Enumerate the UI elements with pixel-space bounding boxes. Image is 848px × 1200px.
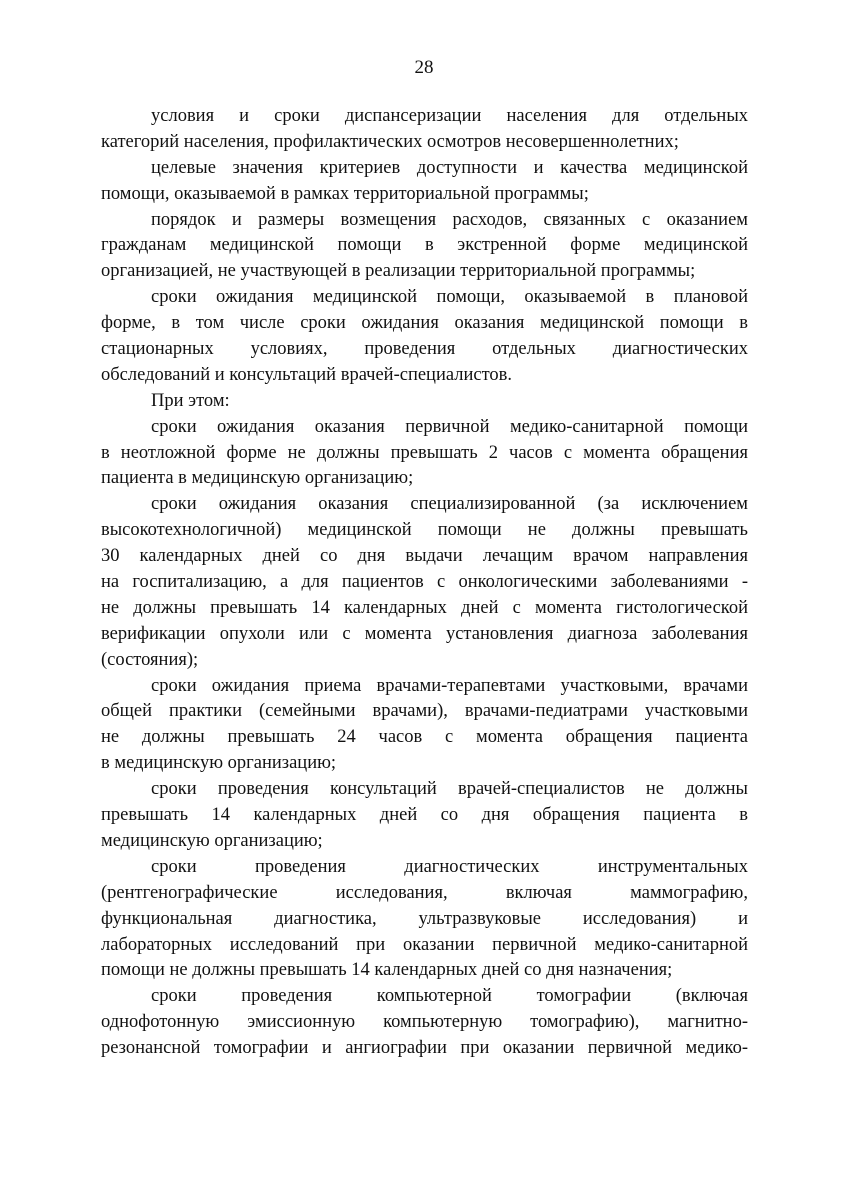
paragraph-specialist-consultations (101, 777, 748, 855)
text-line: пациента в медицинскую организацию; (101, 468, 414, 489)
text-line: 30 календарных дней со дня выдачи лечащим врачом направления (101, 546, 748, 567)
text-line: помощи, оказываемой в рамках территориальной программы; (101, 183, 589, 204)
paragraph-tomography (101, 984, 748, 1062)
paragraph-instrumental-diagnostics (101, 855, 748, 984)
text-line: обследований и консультаций врачей-специалистов. (101, 364, 513, 385)
text-line: сроки проведения компьютерной томографии (включая (151, 986, 748, 1007)
text-line: сроки ожидания оказания специализированной (за исключением (151, 494, 748, 515)
text-line: медицинскую организацию; (101, 830, 323, 851)
paragraph-specialized-care (101, 492, 748, 673)
paragraph-intro (101, 389, 748, 415)
text-line: лабораторных исследований при оказании первичной медико-санитарной (101, 934, 748, 955)
text-line: порядок и размеры возмещения расходов, связанных с оказанием (151, 209, 748, 230)
text-line: организацией, не участвующей в реализации территориальной программы; (101, 261, 696, 282)
page-number: 28 (414, 57, 434, 78)
text-line: высокотехнологичной) медицинской помощи не должны превышать (101, 520, 748, 541)
text-line: превышать 14 календарных дней со дня обращения пациента в (101, 805, 748, 826)
text-line: на госпитализацию, а для пациентов с онкологическими заболеваниями - (101, 572, 748, 593)
text-line: сроки проведения диагностических инструментальных (151, 856, 748, 877)
text-line: не должны превышать 14 календарных дней с момента гистологической (101, 597, 748, 618)
text-line: стационарных условиях, проведения отдельных диагностических (101, 339, 748, 360)
text-line: в неотложной форме не должны превышать 2 часов с момента обращения (101, 442, 748, 463)
text-line: сроки проведения консультаций врачей-специалистов не должны (151, 779, 748, 800)
paragraph-reimbursement (101, 208, 748, 286)
text-line: верификации опухоли или с момента установления диагноза заболевания (101, 623, 748, 644)
text-line: функциональная диагностика, ультразвуковые исследования) и (101, 908, 748, 929)
text-line: в медицинскую организацию; (101, 753, 337, 774)
text-line: однофотонную эмиссионную компьютерную томографию), магнитно- (101, 1012, 748, 1033)
text-line: общей практики (семейными врачами), врачами-педиатрами участковыми (101, 701, 748, 722)
text-line: резонансной томографии и ангиографии при оказании первичной медико- (101, 1038, 748, 1059)
text-line: (рентгенографические исследования, включая маммографию, (101, 882, 748, 903)
text-line: сроки ожидания оказания первичной медико-санитарной помощи (151, 416, 748, 437)
text-line: целевые значения критериев доступности и качества медицинской (151, 157, 748, 178)
text-line: форме, в том числе сроки ожидания оказания медицинской помощи в (101, 313, 748, 334)
text-line: (состояния); (101, 649, 199, 670)
text-line: сроки ожидания приема врачами-терапевтами участковыми, врачами (151, 675, 748, 696)
paragraph-urgent-care (101, 415, 748, 493)
paragraph-dispanserization (101, 104, 748, 156)
text-line: условия и сроки диспансеризации населения для отдельных (151, 106, 748, 126)
paragraph-target-values (101, 156, 748, 208)
paragraph-therapist-appointment (101, 674, 748, 778)
text-line: При этом: (151, 390, 230, 411)
text-line: гражданам медицинской помощи в экстренной форме медицинской (101, 235, 748, 256)
text-line: не должны превышать 24 часов с момента обращения пациента (101, 727, 748, 748)
text-line: помощи не должны превышать 14 календарных дней со дня назначения; (101, 960, 673, 981)
text-line: сроки ожидания медицинской помощи, оказываемой в плановой (151, 287, 748, 308)
text-line: категорий населения, профилактических осмотров несовершеннолетних; (101, 131, 679, 152)
paragraph-waiting-times (101, 285, 748, 389)
document-body (101, 104, 748, 1062)
